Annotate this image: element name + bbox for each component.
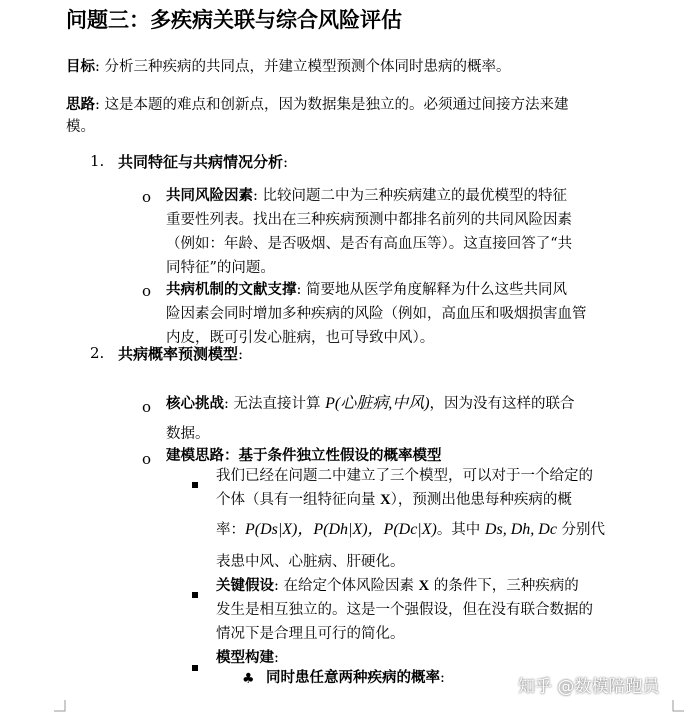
s1-item2-line3: 内皮，既可引发心脏病，也可导致中风）。	[166, 330, 435, 346]
sub3-colon: :	[274, 650, 279, 666]
s1-item1-line1	[166, 184, 567, 208]
s1-item1-text1: : 比较问题二中为三种疾病建立的最优模型的特征	[253, 188, 567, 204]
disease-variables: Ds, Dh, Dc	[484, 521, 557, 538]
s2-item1-label: 核心挑战	[166, 395, 224, 412]
page-corner-mark-icon	[672, 700, 684, 712]
section1-heading	[118, 151, 288, 172]
section1-colon: :	[283, 153, 289, 171]
sub1-line3-mid: 。其中	[436, 522, 485, 538]
bullet-circle-icon: o	[142, 450, 152, 468]
sub1-line3-prefix: 率：	[216, 522, 245, 538]
sub2-line3: 情况下是合理且可行的简化。	[216, 626, 405, 642]
section2-title: 共病概率预测模型	[118, 345, 239, 363]
approach-paragraph	[66, 94, 569, 116]
sub2-line1a: : 在给定个体风险因素	[274, 578, 419, 594]
sub2-line1b: 的条件下，三种疾病的	[429, 578, 579, 594]
watermark: 知乎 @数模陪跑员	[518, 677, 660, 697]
s1-item2-text1: : 简要地从医学角度解释为什么这些共同风	[296, 282, 567, 298]
s1-item1-label: 共同风险因素	[166, 187, 253, 204]
s1-item2-label: 共病机制的文献支撑	[166, 281, 297, 298]
section2-colon: :	[238, 345, 244, 363]
bullet-circle-icon: o	[142, 282, 152, 300]
approach-line2: 模。	[66, 119, 95, 135]
goal-label: 目标	[66, 58, 95, 75]
page-title: 问题三：多疾病关联与综合风险评估	[66, 7, 402, 32]
sub2-line2: 发生是相互独立的。这是一个强假设，但在没有联合数据的	[216, 602, 593, 618]
feature-vector-x: X	[380, 492, 391, 508]
sub1-line4: 表患中风、心脏病、肝硬化。	[216, 554, 405, 570]
s1-item2-line1	[166, 278, 567, 302]
risk-vector-x: X	[418, 578, 430, 594]
bullet-square-icon	[192, 656, 198, 675]
sub1-line1: 我们已经在问题二中建立了三个模型，可以对于一个给定的	[216, 468, 593, 484]
bullet-square-icon	[192, 583, 198, 602]
approach-line1: : 这是本题的难点和创新点，因为数据集是独立的。必须通过间接方法来建	[95, 97, 569, 113]
bullet-square-icon	[192, 473, 198, 492]
club-bullet-icon: ♣	[242, 671, 255, 687]
section2-heading	[118, 343, 243, 364]
s2-item1-text: : 无法直接计算	[224, 396, 326, 412]
bullet-circle-icon: o	[142, 398, 152, 416]
s1-item1-line3: （例如：年龄、是否吸烟、是否有高血压等）。这直接回答了“共	[166, 236, 573, 252]
joint-probability-formula: P(心脏病,中风)	[325, 395, 430, 412]
sub1-line2	[216, 488, 572, 512]
sub3-subtitle-colon: :	[440, 670, 445, 686]
sub2-line1	[216, 574, 579, 598]
goal-paragraph	[66, 56, 511, 78]
approach-label: 思路	[66, 96, 95, 113]
section1-number: 1.	[90, 152, 105, 170]
sub1-line3	[216, 518, 605, 542]
conditional-probabilities-formula: P(Ds|X)，P(Dh|X)，P(Dc|X)	[245, 521, 437, 538]
sub3-subtitle-line	[266, 666, 445, 690]
s2-item1-text-after: ，因为没有这样的联合	[429, 396, 575, 412]
goal-text: : 分析三种疾病的共同点，并建立模型预测个体同时患病的概率。	[95, 59, 511, 75]
sub2-label: 关键假设	[216, 577, 274, 594]
sub3-subtitle: 同时患任意两种疾病的概率	[266, 669, 440, 686]
sub1-line2b: ），预测出他患每种疾病的概	[390, 492, 572, 508]
s1-item1-line2: 重要性列表。找出在三种疾病预测中都排名前列的共同风险因素	[166, 212, 572, 228]
section1-title: 共同特征与共病情况分析	[118, 153, 284, 171]
bullet-circle-icon: o	[142, 188, 152, 206]
s2-item1-line1	[166, 392, 575, 416]
s2-item1-line2: 数据。	[166, 426, 210, 442]
s1-item2-line2: 险因素会同时增加多种疾病的风险（例如，高血压和吸烟损害血管	[166, 306, 587, 322]
section2-number: 2.	[90, 344, 105, 362]
s1-item1-line4: 同特征”的问题。	[166, 260, 275, 276]
sub3-label: 模型构建	[216, 649, 274, 666]
sub1-line3-suffix: 分别代	[556, 522, 606, 538]
sub1-line2a: 个体（具有一组特征向量	[216, 492, 381, 508]
page-corner-mark-icon	[54, 700, 66, 712]
s2-item2-label: 建模思路：基于条件独立性假设的概率模型	[166, 447, 442, 464]
